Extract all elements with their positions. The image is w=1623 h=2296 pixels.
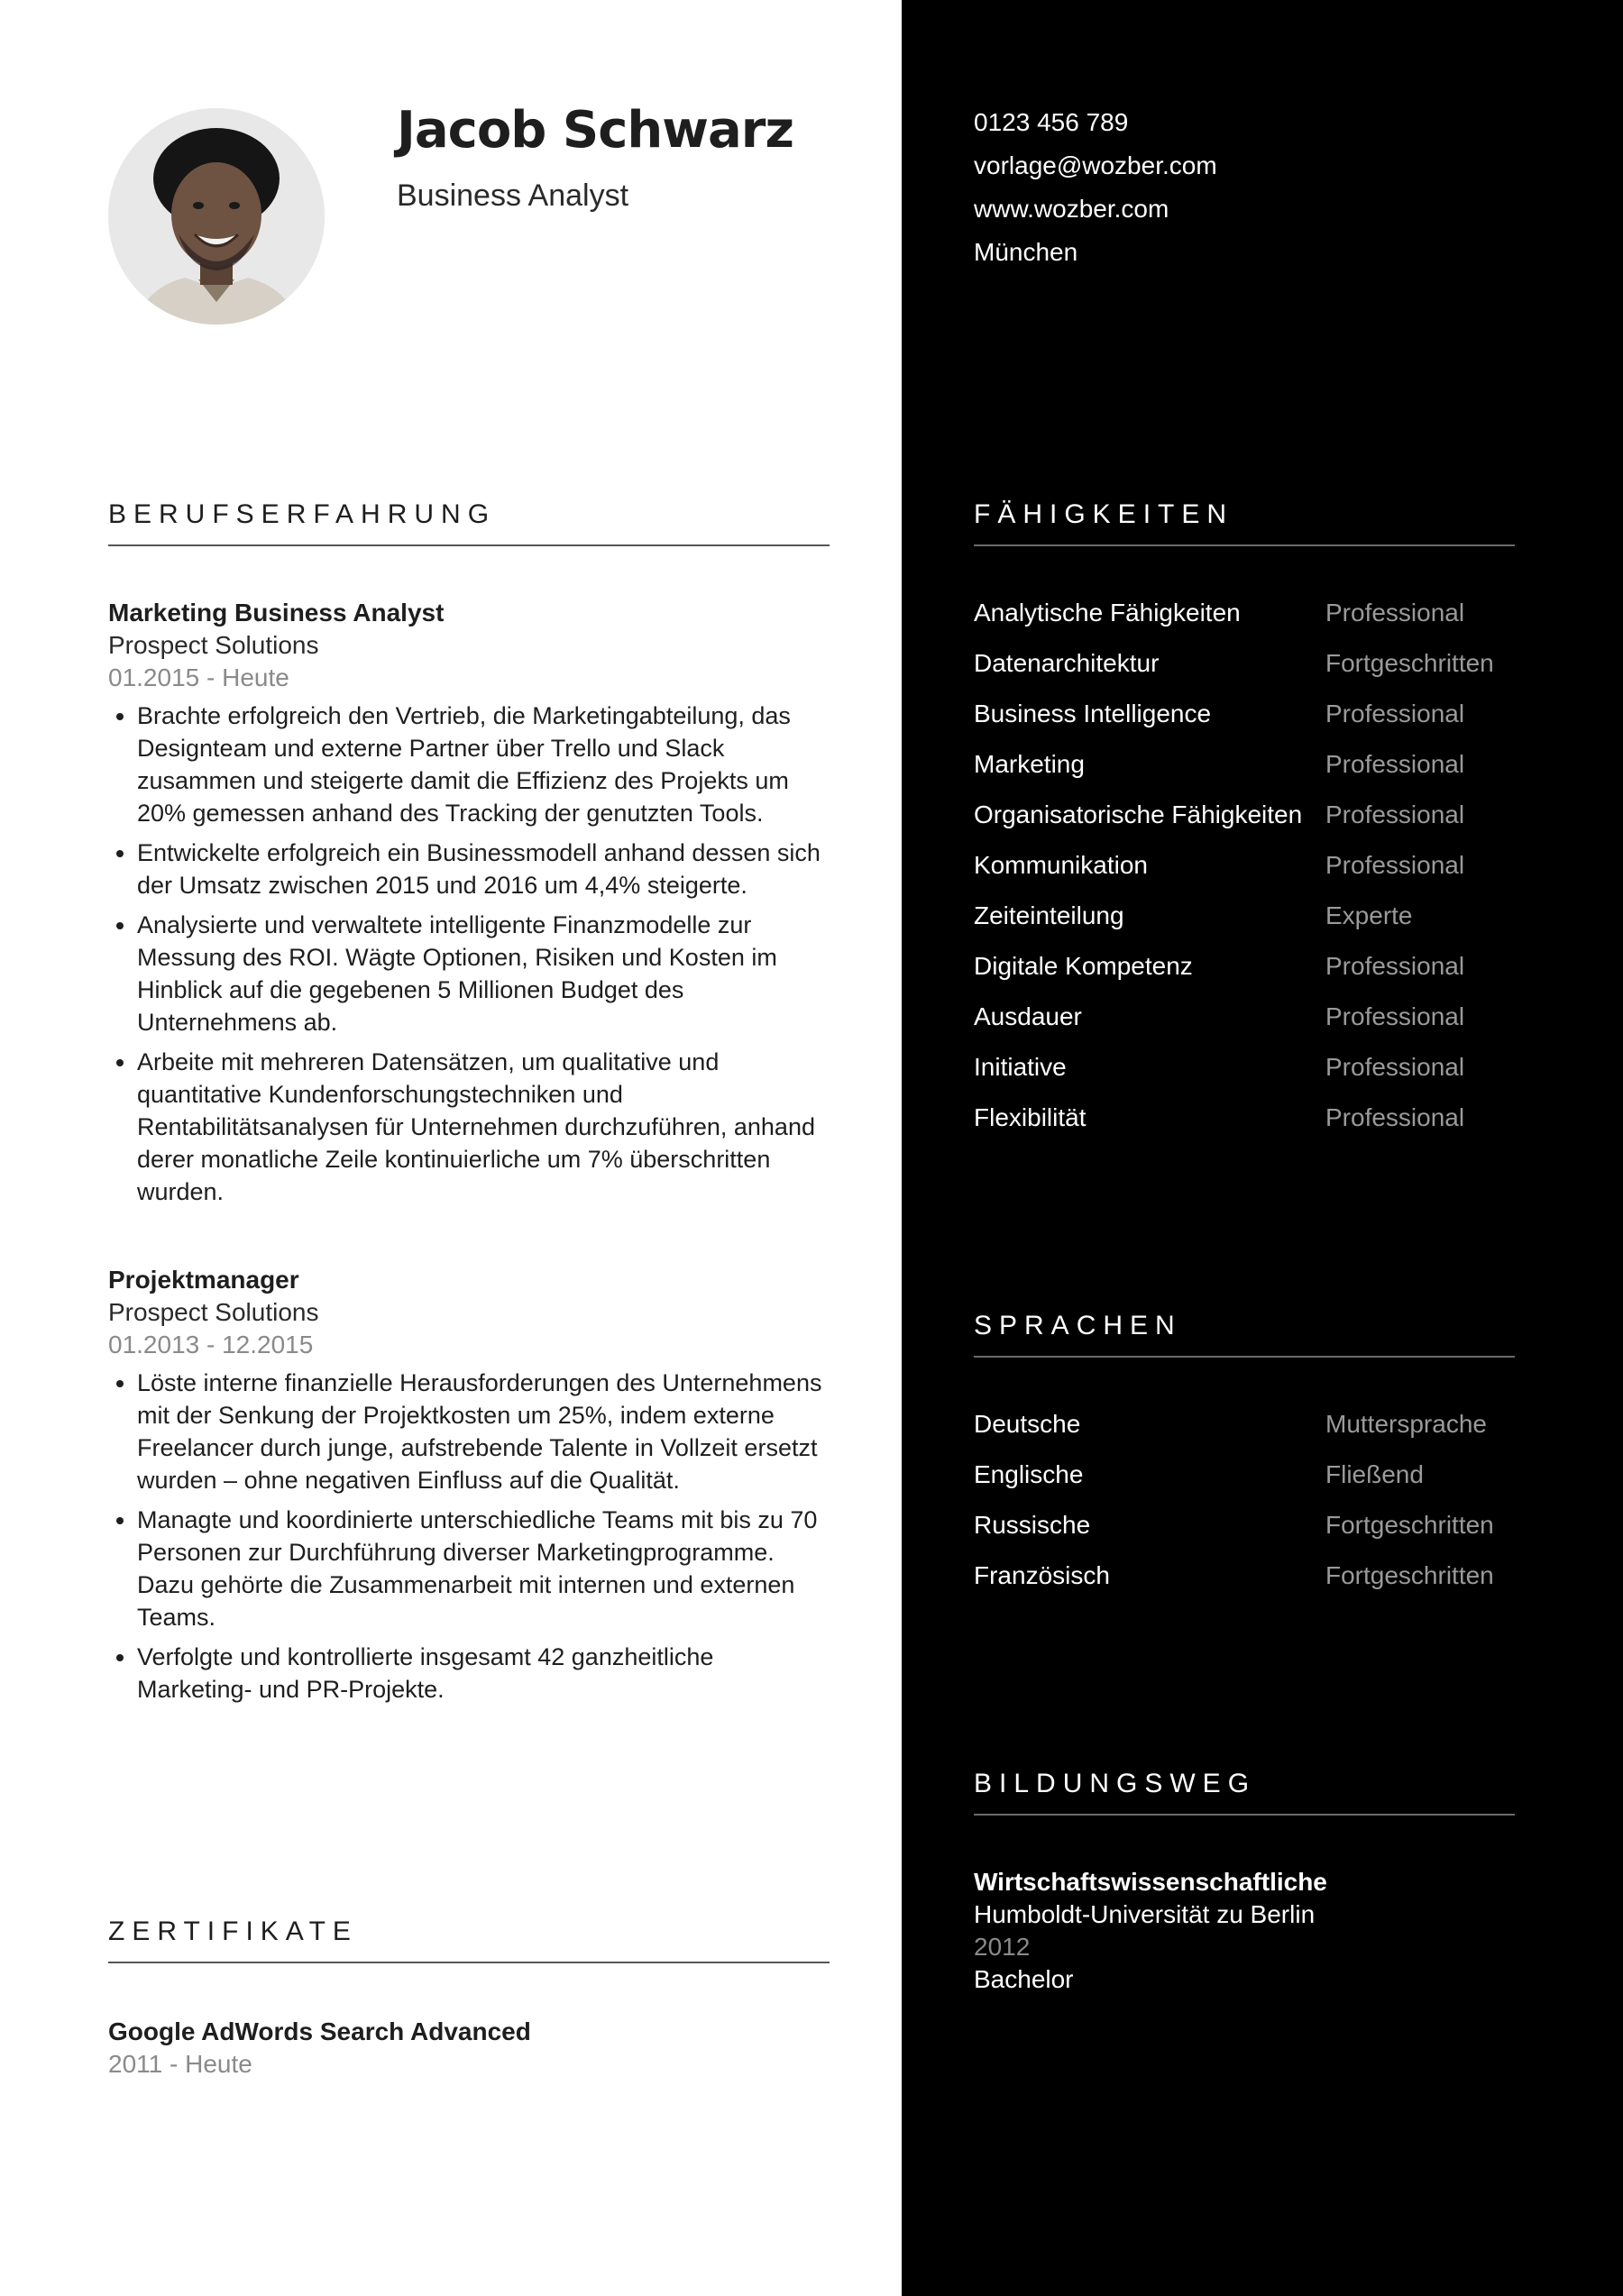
skill-level: Professional	[1325, 750, 1465, 778]
skill-name: Marketing	[974, 750, 1085, 778]
skill-level: Experte	[1325, 901, 1413, 929]
contact-email[interactable]: vorlage@wozber.com	[974, 151, 1217, 179]
certificate-dates: 2011 - Heute	[108, 2050, 252, 2078]
job-company: Prospect Solutions	[108, 1298, 319, 1326]
language-name: Deutsche	[974, 1410, 1081, 1438]
job-bullet: • Löste interne finanzielle Herausforderungen des Unternehmens mit der Senkung der Projektkosten um 25%, indem externe Freelancer durch junge, aufstrebende Talente in Vollzeit ersetzt wurden – ohne negativen Einfluss auf die Qualität.	[137, 1367, 830, 1496]
skill-row	[974, 797, 1515, 847]
section-divider	[108, 544, 830, 546]
education-year: 2012	[974, 1933, 1031, 1961]
section-divider	[974, 544, 1515, 546]
skill-level: Professional	[1325, 1103, 1465, 1131]
language-row	[974, 1507, 1515, 1558]
language-level: Fortgeschritten	[1325, 1511, 1494, 1539]
language-row	[974, 1406, 1515, 1457]
skill-level: Fortgeschritten	[1325, 649, 1494, 677]
section-divider	[974, 1814, 1515, 1816]
job-bullet: • Brachte erfolgreich den Vertrieb, die Marketingabteilung, das Designteam und externe Partner über Trello und Slack zusammen und steigerte damit die Effizienz des Projekts um 20% gemessen anhand des Tracking der genutzten Tools.	[137, 700, 830, 829]
certificate-name: Google AdWords Search Advanced	[108, 2017, 531, 2045]
skill-row	[974, 645, 1515, 696]
skill-level: Professional	[1325, 800, 1465, 828]
skill-row	[974, 595, 1515, 645]
job-bullet-list	[108, 700, 830, 1208]
skill-name: Flexibilität	[974, 1103, 1087, 1131]
certificate-entry	[108, 2016, 531, 2081]
person-photo-icon	[108, 108, 325, 325]
job-entry	[108, 597, 830, 1215]
skill-name: Datenarchitektur	[974, 649, 1160, 677]
job-bullet: • Analysierte und verwaltete intelligente Finanzmodelle zur Messung des ROI. Wägte Optionen, Risiken und Kosten im Hinblick auf die gegebenen 5 Millionen Budget des Unternehmens ab.	[137, 909, 830, 1038]
skill-name: Initiative	[974, 1053, 1067, 1081]
section-heading-education: BILDUNGSWEG	[974, 1769, 1257, 1798]
skill-name: Organisatorische Fähigkeiten	[974, 800, 1303, 828]
skill-level: Professional	[1325, 700, 1465, 727]
skill-name: Ausdauer	[974, 1002, 1082, 1030]
skill-level: Professional	[1325, 851, 1465, 879]
job-bullet: • Arbeite mit mehreren Datensätzen, um qualitative und quantitative Kundenforschungstechniken und Rentabilitätsanalysen für Unternehmen durchzuführen, anhand derer monatliche Zeile kontinuierliche um 7% überschritten wurden.	[137, 1046, 830, 1208]
job-role: Projektmanager	[108, 1266, 299, 1294]
candidate-name: Jacob Schwarz	[397, 101, 794, 160]
language-level: Muttersprache	[1325, 1410, 1487, 1438]
job-bullet: • Verfolgte und kontrollierte insgesamt 42 ganzheitliche Marketing- und PR-Projekte.	[137, 1641, 830, 1706]
skill-row	[974, 948, 1515, 999]
job-bullet: • Entwickelte erfolgreich ein Businessmodell anhand dessen sich der Umsatz zwischen 2015 und 2016 um 4,4% steigerte.	[137, 837, 830, 901]
education-level: Bachelor	[974, 1965, 1074, 1993]
candidate-title: Business Analyst	[397, 178, 629, 213]
section-heading-experience: BERUFSERFAHRUNG	[108, 499, 497, 529]
language-row	[974, 1457, 1515, 1507]
skill-row	[974, 746, 1515, 797]
section-heading-certificates: ZERTIFIKATE	[108, 1916, 358, 1946]
job-dates: 01.2015 - Heute	[108, 663, 289, 691]
language-name: Französisch	[974, 1561, 1110, 1589]
skill-row	[974, 898, 1515, 948]
profile-photo	[108, 108, 325, 325]
section-heading-languages: SPRACHEN	[974, 1311, 1182, 1340]
skill-level: Professional	[1325, 1002, 1465, 1030]
section-divider	[974, 1356, 1515, 1358]
skill-name: Business Intelligence	[974, 700, 1212, 727]
section-heading-skills: FÄHIGKEITEN	[974, 499, 1234, 529]
skill-name: Digitale Kompetenz	[974, 952, 1193, 980]
job-company: Prospect Solutions	[108, 631, 319, 659]
skill-name: Zeiteinteilung	[974, 901, 1124, 929]
education-school: Humboldt-Universität zu Berlin	[974, 1900, 1316, 1928]
contact-phone: 0123 456 789	[974, 108, 1129, 136]
language-level: Fortgeschritten	[1325, 1561, 1494, 1589]
language-level: Fließend	[1325, 1460, 1424, 1488]
contact-website[interactable]: www.wozber.com	[974, 195, 1169, 223]
skill-level: Professional	[1325, 1053, 1465, 1081]
contact-city: München	[974, 238, 1078, 266]
skill-row	[974, 999, 1515, 1049]
language-row	[974, 1558, 1515, 1608]
contact-block	[974, 105, 1217, 278]
skills-list	[974, 595, 1515, 1150]
skill-row	[974, 696, 1515, 746]
job-entry	[108, 1264, 830, 1713]
skill-level: Professional	[1325, 599, 1465, 627]
job-role: Marketing Business Analyst	[108, 599, 445, 627]
skill-row	[974, 1049, 1515, 1100]
skill-level: Professional	[1325, 952, 1465, 980]
section-divider	[108, 1962, 830, 1963]
job-bullet-list	[108, 1367, 830, 1706]
skill-row	[974, 847, 1515, 898]
education-degree: Wirtschaftswissenschaftliche	[974, 1868, 1327, 1896]
education-entry	[974, 1866, 1327, 1996]
job-dates: 01.2013 - 12.2015	[108, 1331, 314, 1358]
skill-name: Analytische Fähigkeiten	[974, 599, 1241, 627]
languages-list	[974, 1406, 1515, 1608]
language-name: Russische	[974, 1511, 1091, 1539]
language-name: Englische	[974, 1460, 1084, 1488]
skill-row	[974, 1100, 1515, 1150]
job-bullet: • Managte und koordinierte unterschiedliche Teams mit bis zu 70 Personen zur Durchführung diverser Marketingprogramme. Dazu gehörte die Zusammenarbeit mit internen und externen Teams.	[137, 1504, 830, 1633]
skill-name: Kommunikation	[974, 851, 1148, 879]
